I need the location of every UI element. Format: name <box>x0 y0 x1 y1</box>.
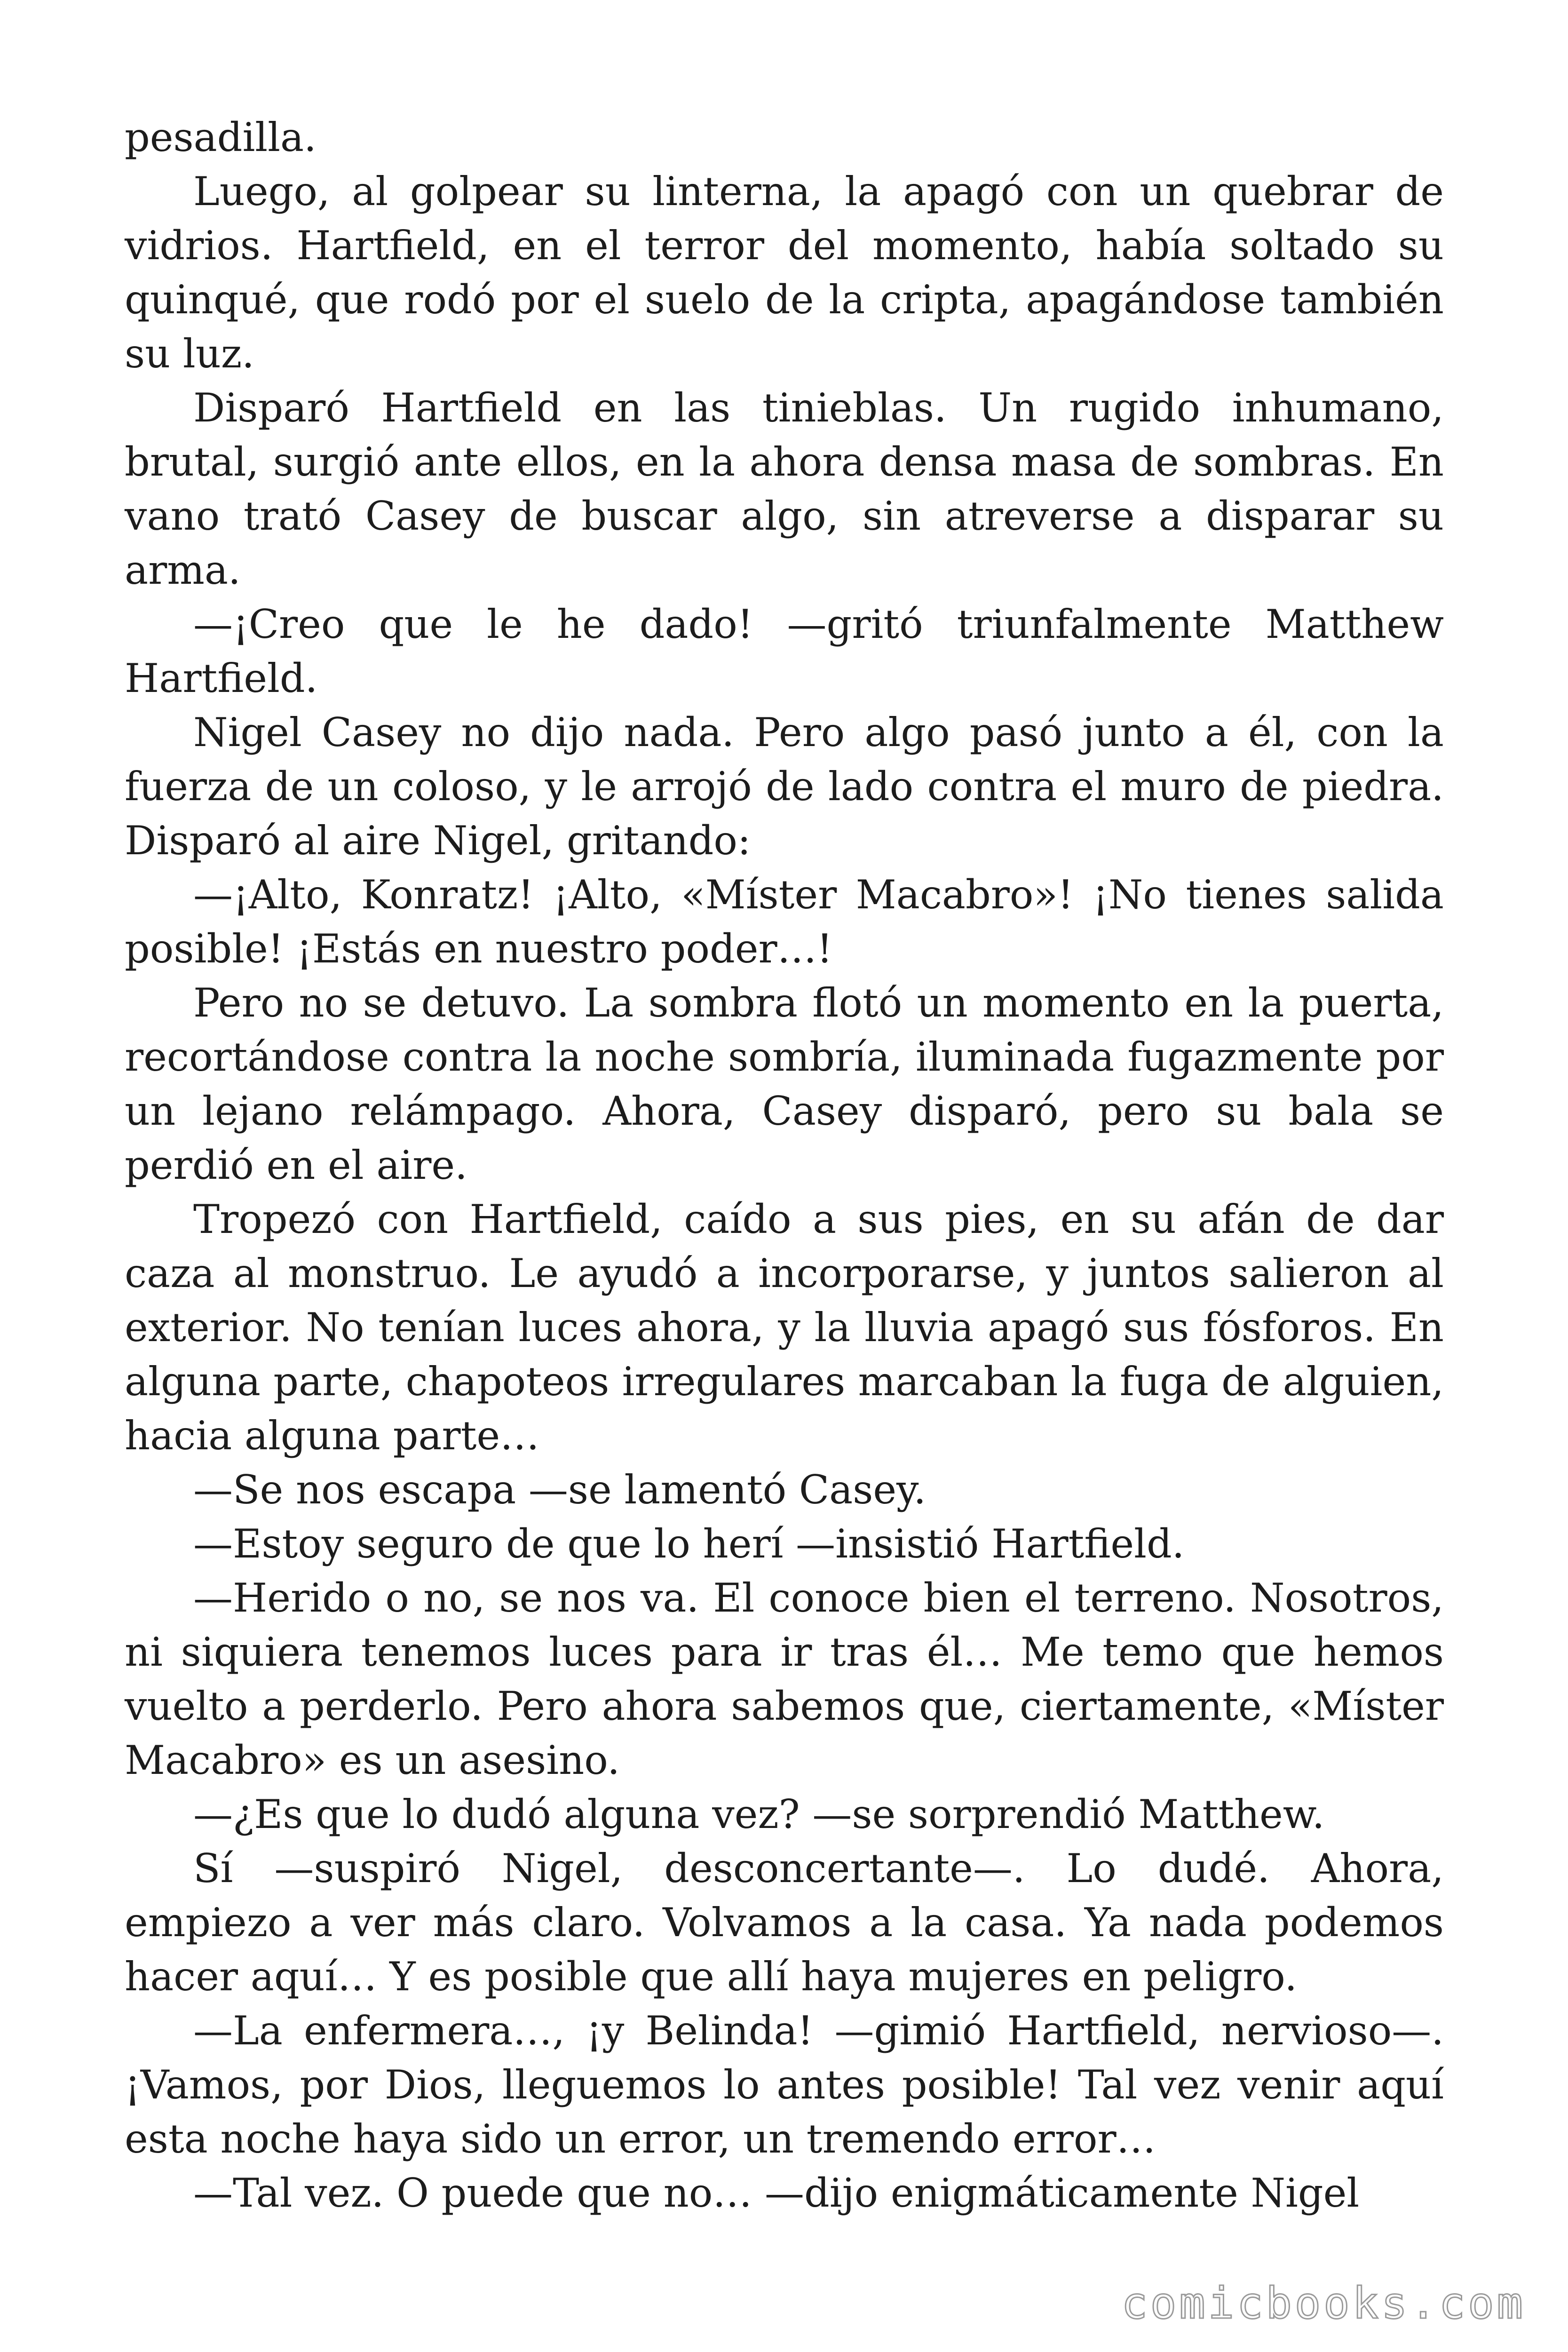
watermark: comicbooks.com <box>1121 2278 1526 2328</box>
dialogue-paragraph: —¡Creo que le he dado! —gritó triunfalmente Matthew Hartfield. <box>125 601 1444 701</box>
paragraph: Tropezó con Hartfield, caído a sus pies, en su afán de dar caza al monstruo. Le ayudó a incorporarse, y juntos salieron al exterior. No tenían luces ahora, y la lluvia apagó sus fósforos. En alguna parte, chapoteos irregulares marcaban la fuga de alguien, hacia alguna parte… <box>125 1196 1444 1459</box>
paragraph: Pero no se detuvo. La sombra flotó un momento en la puerta, recortándose contra la noche sombría, iluminada fugazmente por un lejano relámpago. Ahora, Casey disparó, pero su bala se perdió en el aire. <box>125 980 1444 1188</box>
dialogue-paragraph: —¡Alto, Konratz! ¡Alto, «Míster Macabro»! ¡No tienes salida posible! ¡Estás en nuestro poder…! <box>125 872 1444 972</box>
paragraph: Disparó Hartfield en las tinieblas. Un rugido inhumano, brutal, surgió ante ellos, en la ahora densa masa de sombras. En vano trató Casey de buscar algo, sin atreverse a disparar su arma. <box>125 385 1444 593</box>
book-page-text <box>125 111 1444 2220</box>
paragraph: Luego, al golpear su linterna, la apagó con un quebrar de vidrios. Hartfield, en el terror del momento, había soltado su quinqué, que rodó por el suelo de la cripta, apagándose también su luz. <box>125 168 1444 377</box>
dialogue-paragraph: —Herido o no, se nos va. El conoce bien el terreno. Nosotros, ni siquiera tenemos luces para ir tras él… Me temo que hemos vuelto a perderlo. Pero ahora sabemos que, ciertamente, «Míster Macabro» es un asesino. <box>125 1575 1444 1783</box>
dialogue-paragraph: —Tal vez. O puede que no… —dijo enigmáticamente Nigel <box>193 2170 1360 2216</box>
dialogue-paragraph: —¿Es que lo dudó alguna vez? —se sorprendió Matthew. <box>193 1791 1325 1837</box>
dialogue-paragraph: —La enfermera…, ¡y Belinda! —gimió Hartfield, nervioso—. ¡Vamos, por Dios, lleguemos lo antes posible! Tal vez venir aquí esta noche haya sido un error, un tremendo error… <box>125 2008 1444 2162</box>
dialogue-paragraph: Sí —suspiró Nigel, desconcertante—. Lo dudé. Ahora, empiezo a ver más claro. Volvamos a la casa. Ya nada podemos hacer aquí… Y es posible que allí haya mujeres en peligro. <box>125 1845 1444 2000</box>
dialogue-paragraph: —Se nos escapa —se lamentó Casey. <box>193 1467 927 1513</box>
dialogue-paragraph: —Estoy seguro de que lo herí —insistió Hartfield. <box>193 1521 1185 1567</box>
paragraph: Nigel Casey no dijo nada. Pero algo pasó junto a él, con la fuerza de un coloso, y le arrojó de lado contra el muro de piedra. Disparó al aire Nigel, gritando: <box>125 709 1444 864</box>
paragraph-continuation: pesadilla. <box>125 114 317 160</box>
